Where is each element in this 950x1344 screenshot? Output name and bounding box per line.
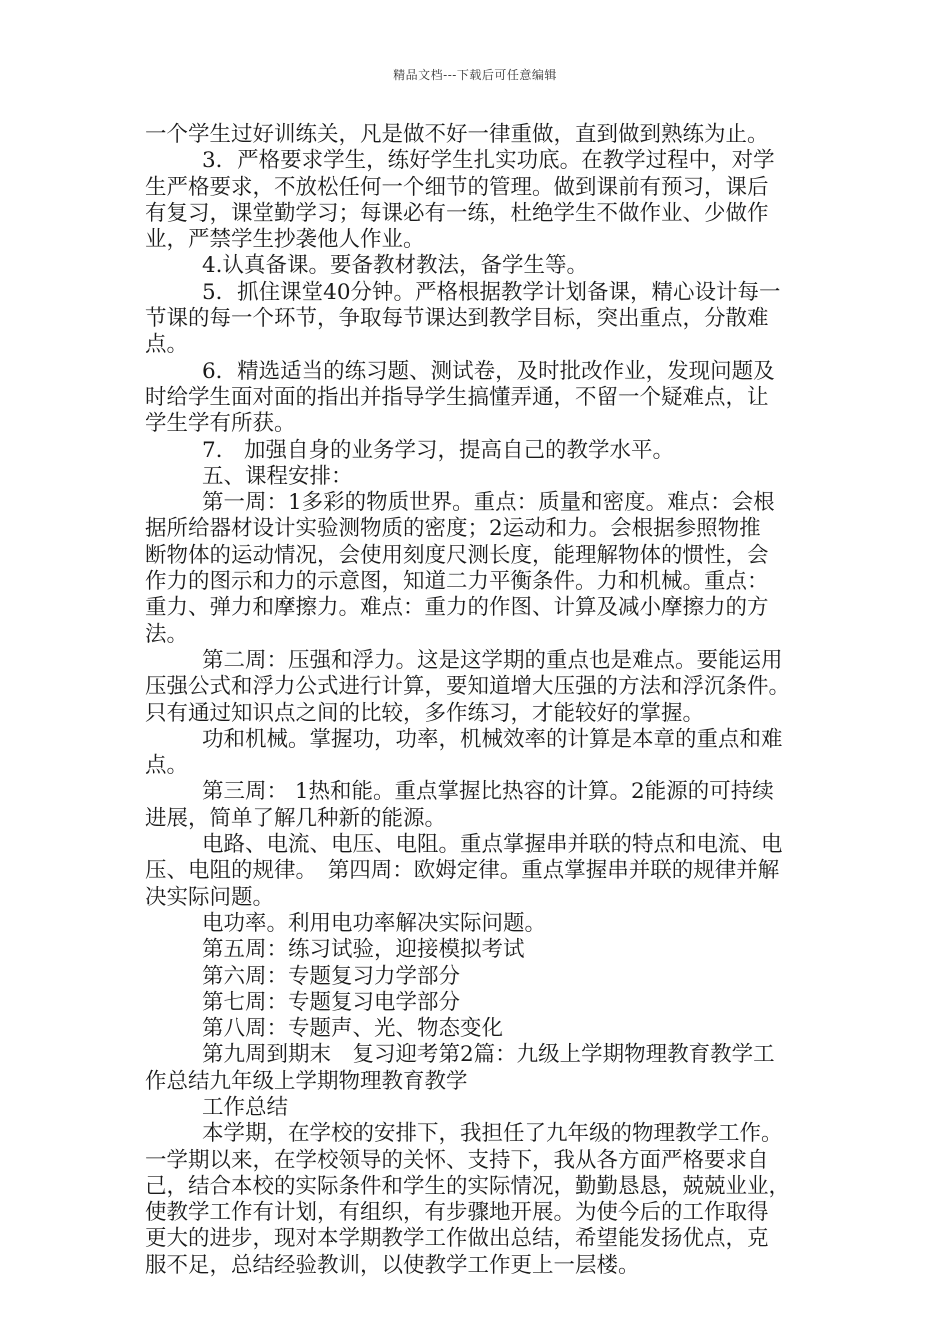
- text-line: 本学期，在学校的安排下，我担任了九年级的物理教学工作。: [202, 1121, 783, 1147]
- text-line: 只有通过知识点之间的比较，多作练习，才能较好的掌握。: [145, 700, 705, 726]
- text-line: 3．严格要求学生，练好学生扎实功底。在教学过程中，对学: [202, 148, 775, 174]
- text-line: 节课的每一个环节，争取每节课达到教学目标，突出重点，分散难: [145, 306, 769, 332]
- text-line: 7. 加强自身的业务学习，提高自己的教学水平。: [202, 437, 675, 463]
- text-line: 决实际问题。: [145, 884, 275, 910]
- text-line: 工作总结: [202, 1094, 289, 1120]
- text-line: 业，严禁学生抄袭他人作业。: [145, 227, 425, 253]
- text-line: 据所给器材设计实验测物质的密度；2运动和力。会根据参照物推: [145, 516, 761, 542]
- text-line: 断物体的运动情况，会使用刻度尺测长度，能理解物体的惯性，会: [145, 542, 769, 568]
- text-line: 生严格要求，不放松任何一个细节的管理。做到课前有预习，课后: [145, 174, 769, 200]
- text-line: 第五周：练习试验，迎接模拟考试: [202, 937, 525, 963]
- text-line: 第九周到期末 复习迎考第2篇：九级上学期物理教育教学工: [202, 1042, 775, 1068]
- text-line: 重力、弹力和摩擦力。难点：重力的作图、计算及减小摩擦力的方: [145, 595, 769, 621]
- text-line: 4.认真备课。要备教材教法，备学生等。: [202, 253, 589, 279]
- text-line: 第六周：专题复习力学部分: [202, 963, 461, 989]
- page-header: 精品文档---下载后可任意编辑: [393, 68, 557, 82]
- text-line: 第二周：压强和浮力。这是这学期的重点也是难点。要能运用: [202, 647, 783, 673]
- text-line: 五、课程安排：: [202, 463, 353, 489]
- text-line: 压、电阻的规律。 第四周：欧姆定律。重点掌握串并联的规律并解: [145, 858, 780, 884]
- text-line: 进展，简单了解几种新的能源。: [145, 805, 447, 831]
- text-line: 更大的进步，现对本学期教学工作做出总结，希望能发扬优点，克: [145, 1226, 769, 1252]
- text-line: 作力的图示和力的示意图，知道二力平衡条件。力和机械。重点：: [145, 569, 769, 595]
- document-body: [145, 122, 810, 1279]
- text-line: 服不足，总结经验教训，以使教学工作更上一层楼。: [145, 1252, 640, 1278]
- text-line: 5．抓住课堂40分钟。严格根据教学计划备课，精心设计每一: [202, 279, 781, 305]
- text-line: 学生学有所获。: [145, 411, 296, 437]
- text-line: 点。: [145, 332, 189, 358]
- text-line: 第三周： 1热和能。重点掌握比热容的计算。2能源的可持续: [202, 779, 774, 805]
- text-line: 法。: [145, 621, 189, 647]
- text-line: 第七周：专题复习电学部分: [202, 989, 461, 1015]
- text-line: 点。: [145, 753, 189, 779]
- text-line: 第八周：专题声、光、物态变化: [202, 1016, 504, 1042]
- text-line: 时给学生面对面的指出并指导学生搞懂弄通，不留一个疑难点，让: [145, 384, 769, 410]
- text-line: 压强公式和浮力公式进行计算，要知道增大压强的方法和浮沉条件。: [145, 674, 791, 700]
- text-line: 己，结合本校的实际条件和学生的实际情况，勤勤恳恳，兢兢业业，: [145, 1173, 791, 1199]
- text-line: 作总结九年级上学期物理教育教学: [145, 1068, 468, 1094]
- text-line: 6．精选适当的练习题、测试卷，及时批改作业，发现问题及: [202, 358, 775, 384]
- text-line: 一学期以来，在学校领导的关怀、支持下，我从各方面严格要求自: [145, 1147, 769, 1173]
- text-line: 第一周：1多彩的物质世界。重点：质量和密度。难点：会根: [202, 490, 775, 516]
- text-line: 功和机械。掌握功，功率，机械效率的计算是本章的重点和难: [202, 726, 783, 752]
- text-line: 使教学工作有计划，有组织，有步骤地开展。为使今后的工作取得: [145, 1200, 769, 1226]
- text-line: 一个学生过好训练关，凡是做不好一律重做，直到做到熟练为止。: [145, 122, 769, 147]
- text-line: 有复习，课堂勤学习；每课必有一练，杜绝学生不做作业、少做作: [145, 200, 769, 226]
- text-line: 电功率。利用电功率解决实际问题。: [202, 910, 547, 936]
- text-line: 电路、电流、电压、电阻。重点掌握串并联的特点和电流、电: [202, 832, 783, 858]
